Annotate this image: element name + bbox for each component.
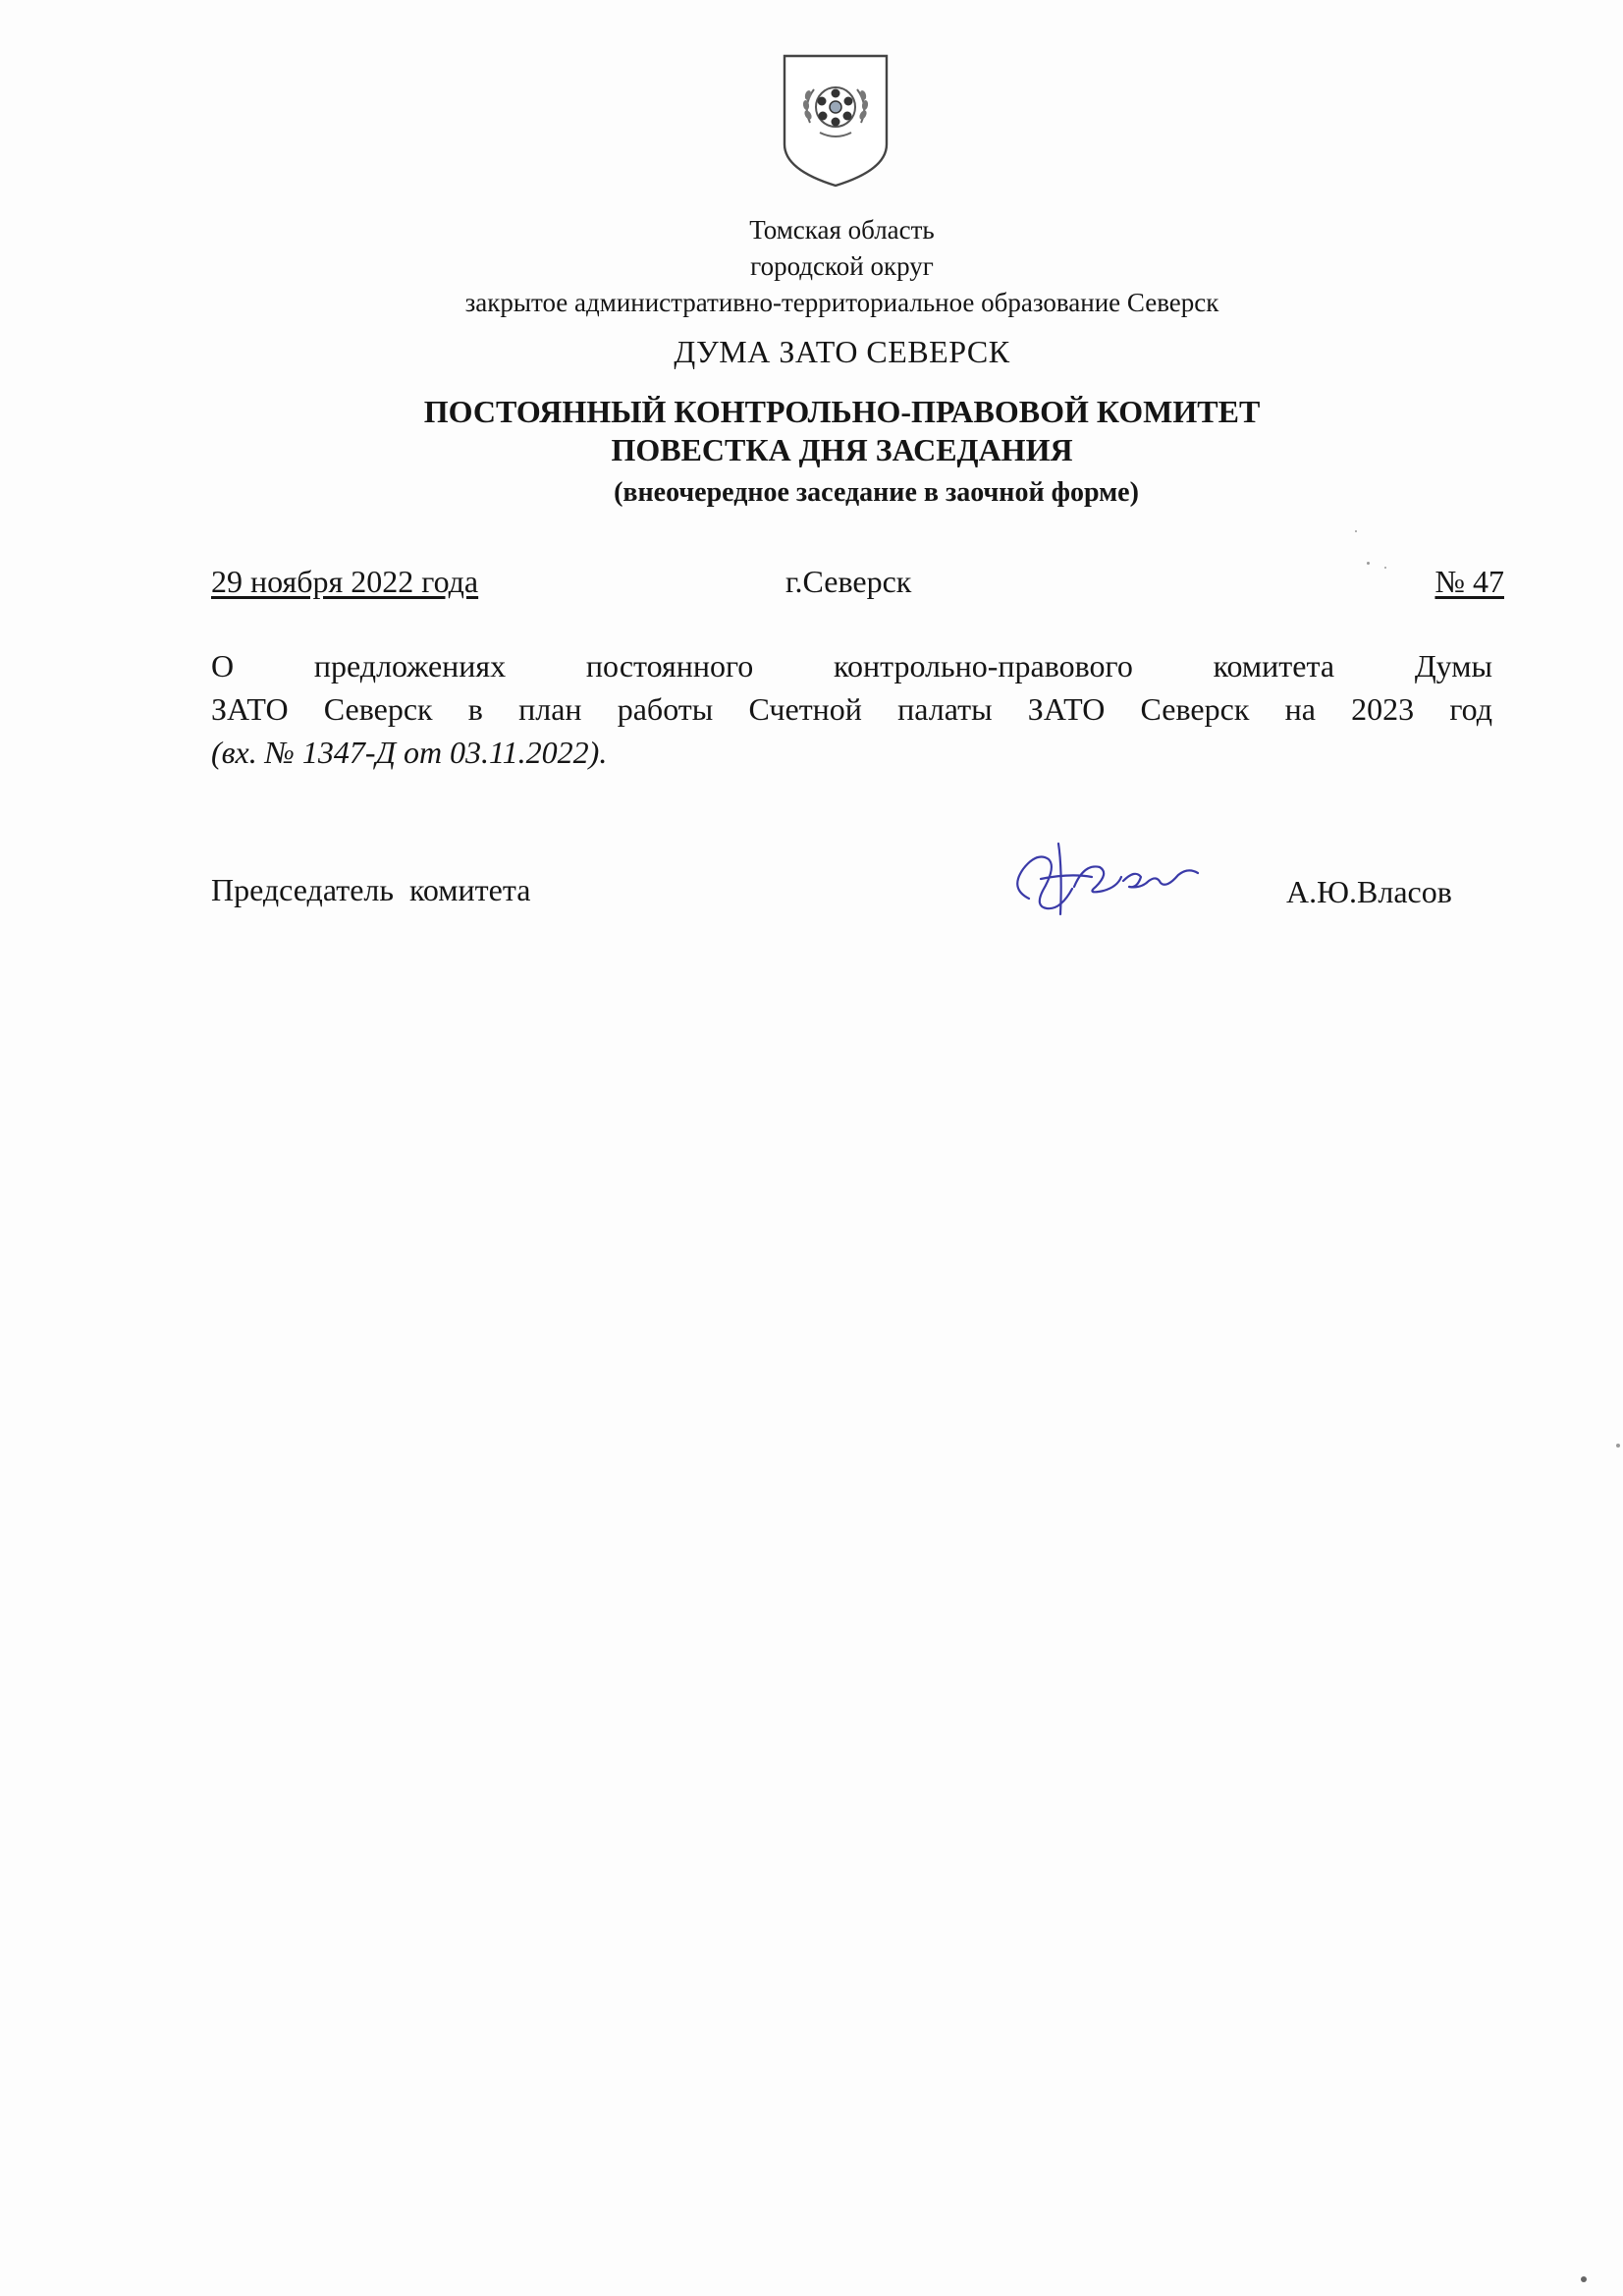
document-title: ПОВЕСТКА ДНЯ ЗАСЕДАНИЯ [611, 432, 1073, 467]
committee-name: ПОСТОЯННЫЙ КОНТРОЛЬНО-ПРАВОВОЙ КОМИТЕТ [423, 394, 1261, 429]
agenda-line-1: О предложениях постоянного контрольно-правового комитета Думы [211, 648, 1492, 683]
agenda-line-2: ЗАТО Северск в план работы Счетной палаты ЗАТО Северск на 2023 год [211, 691, 1492, 727]
agenda-item [211, 644, 1492, 774]
document-city: г.Северск [785, 564, 912, 599]
scan-artifact [1581, 2276, 1587, 2282]
scan-artifact [1384, 567, 1386, 569]
handwritten-signature-icon [1001, 830, 1217, 923]
document-meta [211, 564, 1504, 605]
duma-title: ДУМА ЗАТО СЕВЕРСК [674, 334, 1010, 369]
committee-block [295, 393, 1389, 512]
organization-header [353, 212, 1330, 321]
document-number: № 47 [1434, 564, 1504, 599]
scan-artifact [1367, 562, 1370, 565]
signer-role: Председатель комитета [211, 872, 531, 907]
signer-name: А.Ю.Власов [1286, 874, 1452, 909]
document-date: 29 ноября 2022 года [211, 564, 479, 599]
district-line: городской округ [750, 251, 934, 281]
coat-of-arms-emblem-icon [781, 54, 891, 188]
entity-line: закрытое административно-территориальное образование Северск [464, 288, 1219, 317]
session-type: (внеочередное заседание в заочной форме) [614, 477, 1139, 508]
region-line: Томская область [749, 215, 935, 245]
scan-artifact [1616, 1444, 1620, 1448]
signature-block [211, 864, 1492, 923]
scan-artifact [1355, 530, 1357, 532]
agenda-reference: (вх. № 1347-Д от 03.11.2022). [211, 735, 608, 770]
